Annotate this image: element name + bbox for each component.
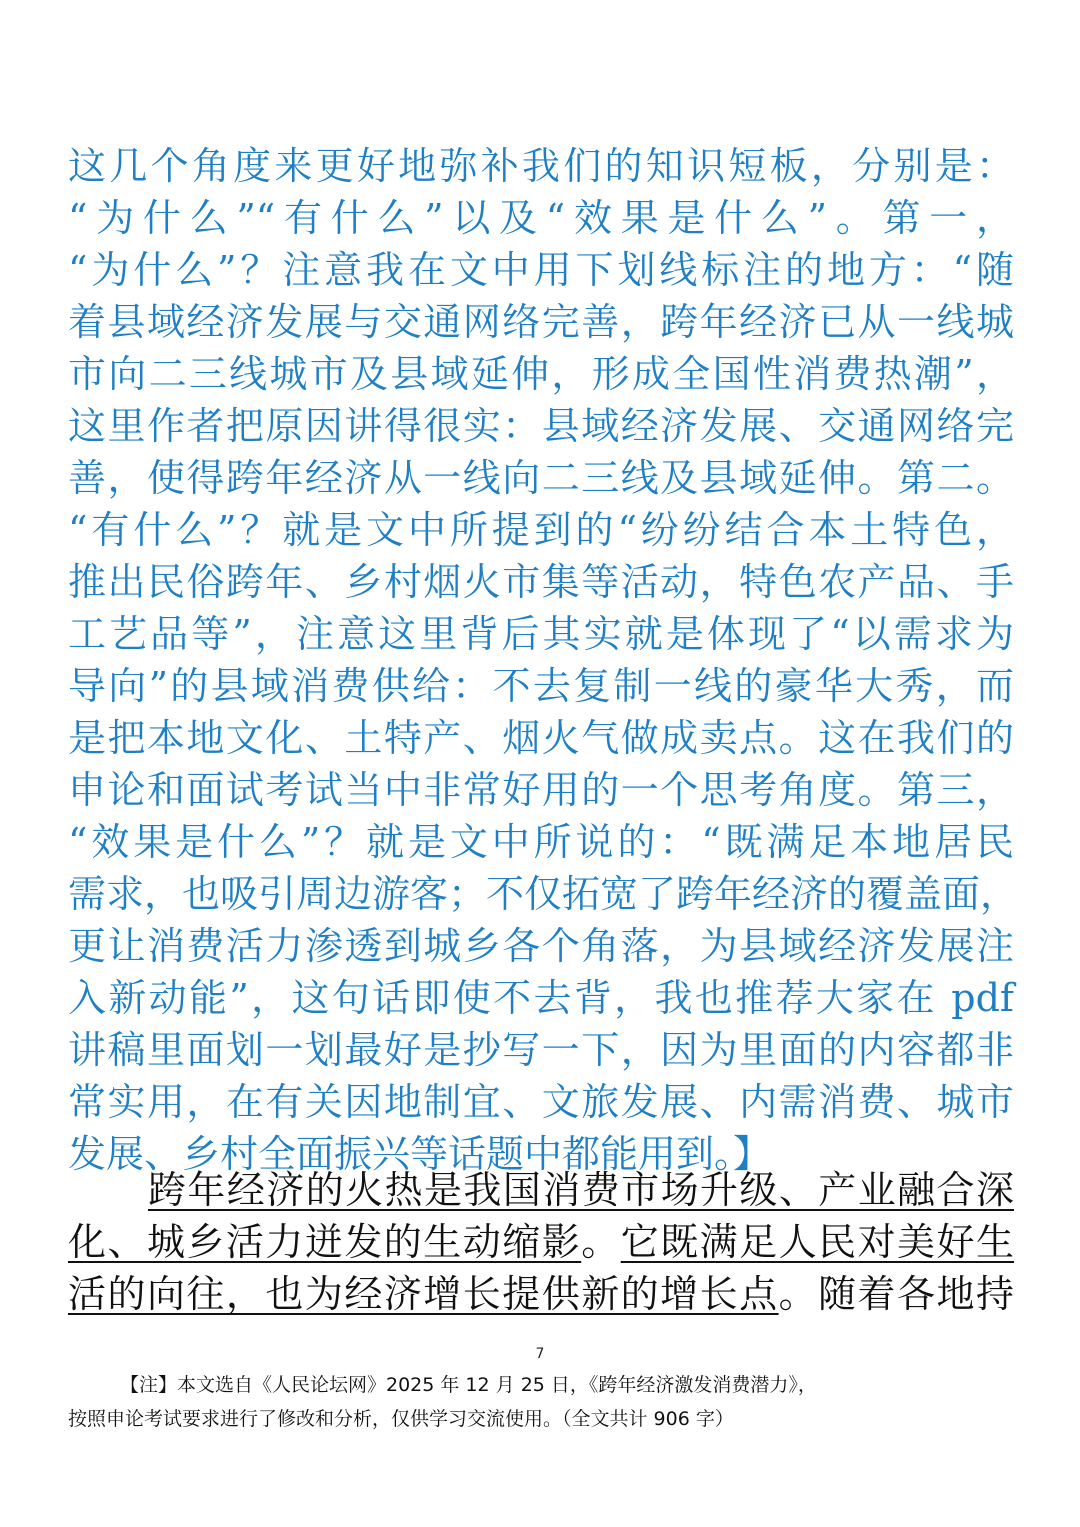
analysis-line: 导向”的县域消费供给：不去复制一线的豪华大秀，而	[68, 664, 1014, 708]
footnote-line-2: 按照申论考试要求进行了修改和分析，仅供学习交流使用。（全文共计 906 字）	[68, 1408, 734, 1430]
analysis-line: 着县域经济发展与交通网络完善，跨年经济已从一线城	[68, 300, 1014, 344]
analysis-line: 这几个角度来更好地弥补我们的知识短板，分别是：	[68, 144, 1014, 188]
analysis-line: 这里作者把原因讲得很实：县域经济发展、交通网络完	[68, 404, 1014, 448]
analysis-line: “有什么”？就是文中所提到的“纷纷结合本土特色，	[68, 508, 1014, 552]
footnote-line-1: 【注】本文选自《人民论坛网》2025 年 12 月 25 日，《跨年经济激发消费潜力》，	[120, 1374, 817, 1396]
analysis-line: 善，使得跨年经济从一线向二三线及县域延伸。第二。	[68, 456, 1014, 500]
body-underlined-phrase-3: 活的向往，也为经济增长提供新的增长点	[68, 1272, 779, 1316]
analysis-line: 申论和面试考试当中非常好用的一个思考角度。第三，	[68, 768, 1014, 812]
analysis-line: 常实用，在有关因地制宜、文旅发展、内需消费、城市	[68, 1080, 1014, 1124]
body-line-1: 跨年经济的火热是我国消费市场升级、产业融合深	[148, 1168, 1014, 1212]
analysis-line: 更让消费活力渗透到城乡各个角落，为县域经济发展注	[68, 924, 1014, 968]
analysis-line: 讲稿里面划一划最好是抄写一下，因为里面的内容都非	[68, 1028, 1014, 1072]
body-period: 。	[581, 1220, 621, 1264]
analysis-line: “效果是什么”？就是文中所说的：“既满足本地居民	[68, 820, 1014, 864]
analysis-line: 发展、乡村全面振兴等话题中都能用到。】	[68, 1132, 772, 1176]
analysis-line: 工艺品等”，注意这里背后其实就是体现了“以需求为	[68, 612, 1014, 656]
analysis-line: “为什么”？注意我在文中用下划线标注的地方：“随	[68, 248, 1014, 292]
body-underlined-phrase-1: 化、城乡活力迸发的生动缩影	[68, 1220, 582, 1264]
analysis-line: 市向二三线城市及县域延伸，形成全国性消费热潮”，	[68, 352, 1014, 396]
analysis-line: “为什么”“有什么”以及“效果是什么”。第一，	[68, 196, 1014, 240]
body-line-3-rest: 。随着各地持	[778, 1272, 1014, 1316]
body-line-2	[68, 1216, 1014, 1268]
body-line-3	[68, 1268, 1014, 1320]
analysis-line: 推出民俗跨年、乡村烟火市集等活动，特色农产品、手	[68, 560, 1014, 604]
body-underlined-phrase-2: 它既满足人民对美好生	[620, 1220, 1014, 1264]
analysis-line: 需求，也吸引周边游客；不仅拓宽了跨年经济的覆盖面，	[68, 872, 1019, 916]
analysis-line: 是把本地文化、土特产、烟火气做成卖点。这在我们的	[68, 716, 1014, 760]
page-number: 7	[535, 1346, 545, 1362]
analysis-line: 入新动能”，这句话即使不去背，我也推荐大家在 pdf	[68, 976, 1014, 1020]
